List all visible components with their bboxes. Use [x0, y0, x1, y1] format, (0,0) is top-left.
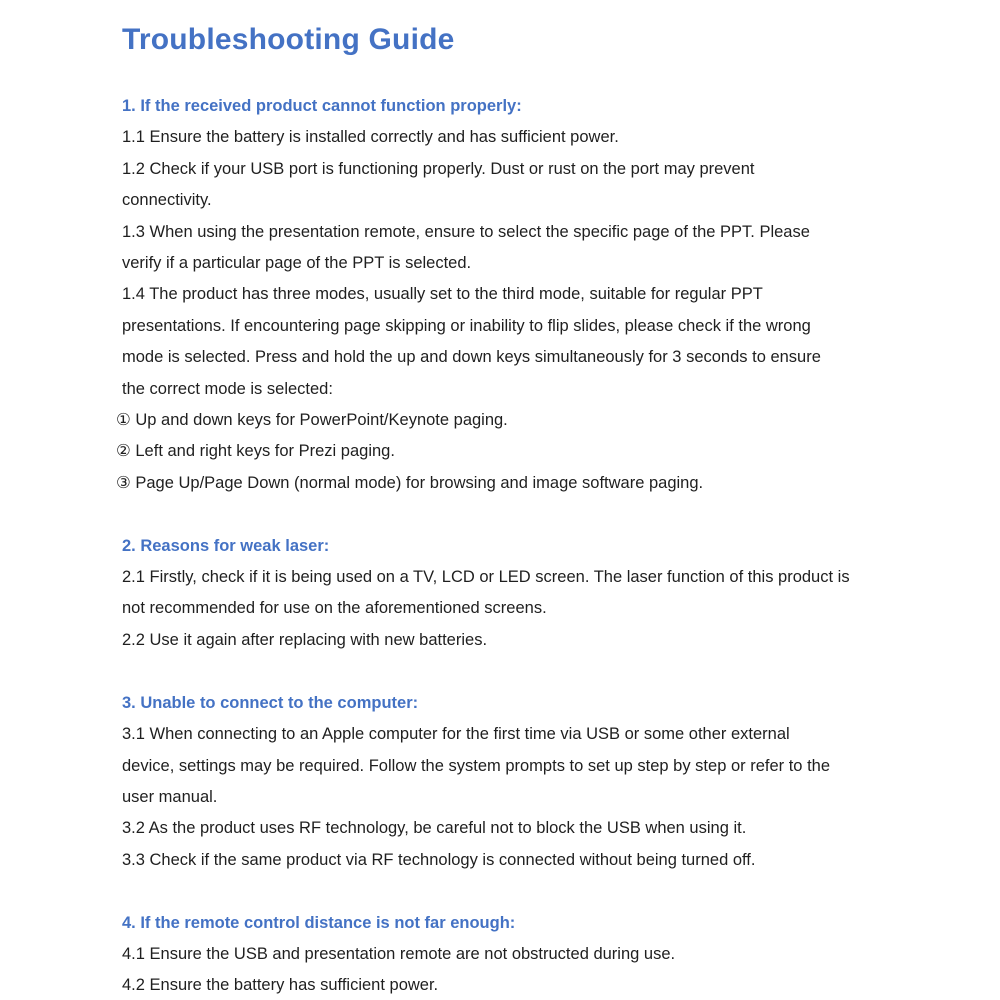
text-line: not recommended for use on the aforementioned screens.	[122, 599, 547, 618]
section-body	[116, 122, 900, 499]
text-line: 1.2 Check if your USB port is functioning properly. Dust or rust on the port may prevent	[122, 159, 755, 178]
text-line: 3.3 Check if the same product via RF technology is connected without being turned off.	[122, 850, 756, 869]
text-line: ② Left and right keys for Prezi paging.	[116, 442, 395, 461]
section-received-product-issues	[116, 91, 900, 499]
section-body	[122, 719, 900, 876]
text-line: 3.1 When connecting to an Apple computer for the first time via USB or some other external	[122, 725, 790, 744]
text-line: user manual.	[122, 787, 218, 806]
section-body	[122, 939, 900, 1000]
text-line: connectivity.	[122, 191, 212, 210]
text-line: 3.2 As the product uses RF technology, be careful not to block the USB when using it.	[122, 819, 747, 838]
text-line: 4.2 Ensure the battery has sufficient power.	[122, 976, 439, 995]
text-line: ① Up and down keys for PowerPoint/Keynote paging.	[116, 411, 508, 430]
text-line: presentations. If encountering page skipping or inability to flip slides, please check if the wrong	[122, 316, 811, 335]
section-unable-to-connect	[122, 688, 900, 876]
text-line: 2.1 Firstly, check if it is being used on a TV, LCD or LED screen. The laser function of this product is	[122, 568, 850, 587]
text-line: device, settings may be required. Follow the system prompts to set up step by step or refer to the	[122, 756, 831, 775]
text-line: 1.3 When using the presentation remote, ensure to select the specific page of the PPT. Please	[122, 222, 810, 241]
section-heading: 3. Unable to connect to the computer:	[122, 693, 419, 712]
text-line: 1.1 Ensure the battery is installed correctly and has sufficient power.	[122, 128, 619, 147]
text-line: 2.2 Use it again after replacing with new batteries.	[122, 630, 488, 649]
text-line: verify if a particular page of the PPT is selected.	[122, 254, 472, 273]
page-title: Troubleshooting Guide	[122, 23, 455, 56]
text-line: 4.1 Ensure the USB and presentation remote are not obstructed during use.	[122, 944, 676, 963]
text-line: the correct mode is selected:	[122, 379, 333, 398]
section-weak-laser	[122, 531, 900, 657]
section-heading: 2. Reasons for weak laser:	[122, 536, 330, 555]
section-heading: 4. If the remote control distance is not far enough:	[122, 913, 516, 932]
section-body	[122, 562, 900, 656]
section-remote-distance	[122, 908, 900, 1000]
section-heading: 1. If the received product cannot function properly:	[122, 97, 522, 115]
text-line: ③ Page Up/Page Down (normal mode) for browsing and image software paging.	[116, 473, 704, 492]
text-line: mode is selected. Press and hold the up and down keys simultaneously for 3 seconds to ensure	[122, 348, 821, 367]
text-line: 1.4 The product has three modes, usually set to the third mode, suitable for regular PPT	[122, 285, 763, 304]
